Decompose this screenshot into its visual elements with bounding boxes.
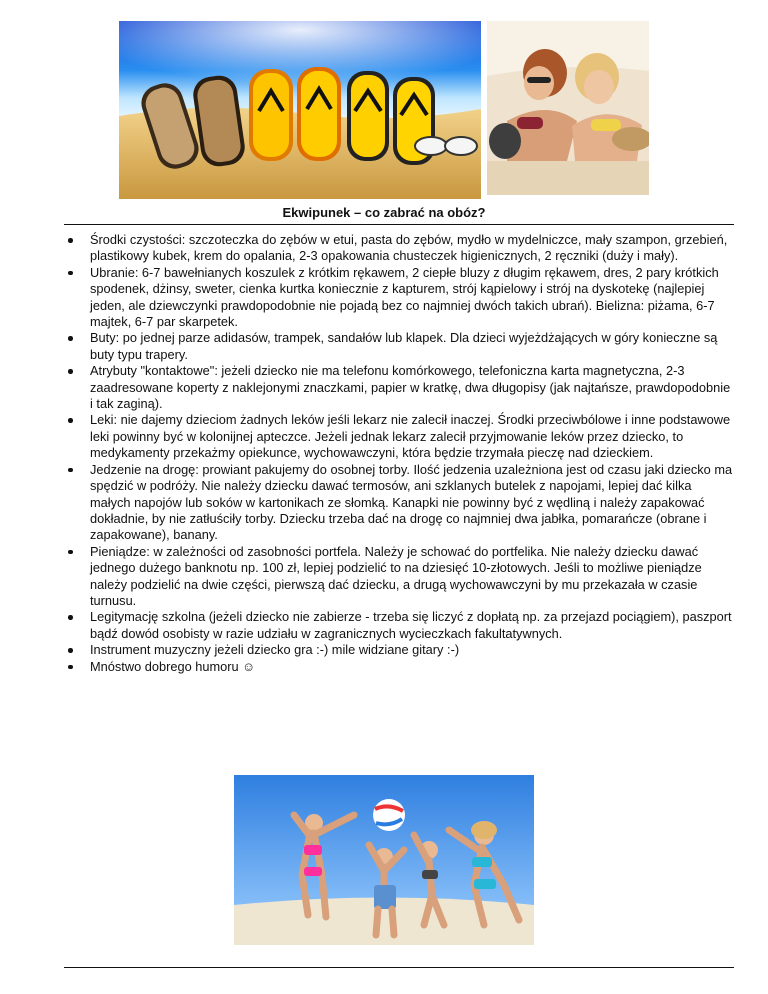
list-item: Pieniądze: w zależności od zasobności portfela. Należy je schować do portfelika. Nie należy dziecku dawać jednego dużego banknotu np. 100 zł, lepiej podzielić to na dziesięć 10-złotowych. Jeśli to możliwe pieniądze należy podzielić na dwie części, pierwszą dać dziecku, a drugą wychowawczyni by mu przekazała w czasie turnusu. [64,544,734,610]
list-item: Ubranie: 6-7 bawełnianych koszulek z krótkim rękawem, 2 ciepłe bluzy z długim rękawem, dres, 2 pary krótkich spodenek, dżinsy, sweter, cienka kurtka koniecznie z kapturem, strój kąpielowy i strój na dyskotekę (najlepiej jeden, ale dziewczynki prawdopodobnie nie pojadą bez co najmniej dwóch takich ubrań). Bielizna: piżama, 6-7 majtek, 6-7 par skarpetek. [64,265,734,331]
list-item: Leki: nie dajemy dzieciom żadnych leków jeśli lekarz nie zalecił inaczej. Środki przeciwbólowe i inne podstawowe leki powinny być w kolonijnej apteczce. Jeżeli jednak lekarz zalecił przyjmowanie leków przez dziecko, to medykamenty przekażmy opiekunce, wychowawczyni, która będzie trzymała pieczę nad dzieckiem. [64,412,734,461]
list-item: Mnóstwo dobrego humoru ☺ [64,659,734,675]
list-item: Środki czystości: szczoteczka do zębów w etui, pasta do zębów, mydło w mydelniczce, mały szampon, grzebień, plastikowy kubek, krem do opalania, 2-3 opakowania chusteczek higienicznych, 2 ręczniki (duży i mały). [64,232,734,265]
beach-volleyball-photo [234,775,534,945]
list-item: Atrybuty "kontaktowe": jeżeli dziecko nie ma telefonu komórkowego, telefoniczna karta magnetyczna, 2-3 zaadresowane koperty z naklejonymi znaczkami, papier w kratkę, dwa długopisy (jak najtańsze, prawdopodobnie i tak zaginą). [64,363,734,412]
page-title: Ekwipunek – co zabrać na obóz? [282,205,486,220]
list-item: Legitymację szkolna (jeżeli dziecko nie zabierze - trzeba się liczyć z dopłatą np. za przejazd pociągiem), paszport bądź dowód osobisty w razie udziału w zagranicznych wycieczkach fakultatywnych. [64,609,734,642]
list-item: Buty: po jednej parze adidasów, trampek, sandałów lub klapek. Dla dzieci wyjeżdżających w góry konieczne są buty typu trapery. [64,330,734,363]
list-item: Instrument muzyczny jeżeli dziecko gra :-) mile widziane gitary :-) [64,642,734,658]
girls-sunbathing-photo [487,21,649,195]
checklist [64,232,734,675]
flip-flops-beach-photo [119,21,481,199]
list-item: Jedzenie na drogę: prowiant pakujemy do osobnej torby. Ilość jedzenia uzależniona jest od czasu jaki dziecko ma spędzić w podróży. Nie należy dziecku dawać termosów, ani szklanych butelek z napojami, lepiej dać kilka małych napojów lub soków w kartonikach ze słomką. Kanapki nie powinny być z wędliną i należy zapakować dokładnie, by nie zatłuściły torby. Dziecku trzeba dać na drogę co najmniej dwa jabłka, pomarańcze (obrane i zapakowane), banany. [64,462,734,544]
footer-rule [64,967,734,968]
title-underline [64,224,734,225]
